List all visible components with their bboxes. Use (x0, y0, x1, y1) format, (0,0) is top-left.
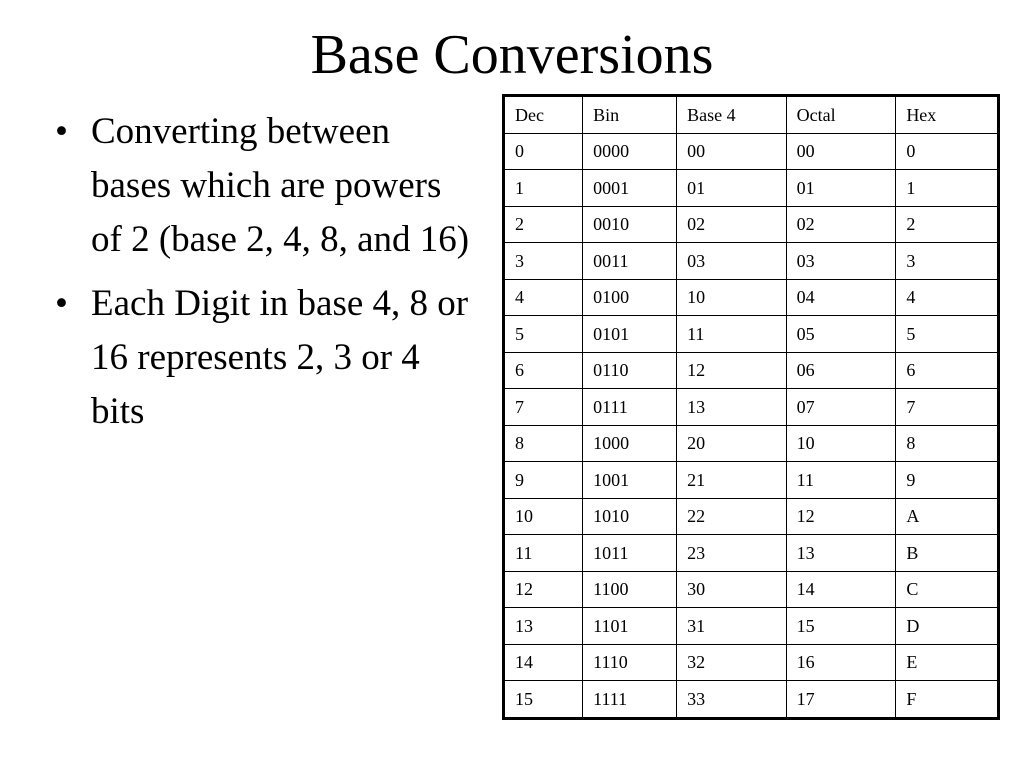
cell-base4: 23 (677, 535, 787, 572)
cell-bin: 1001 (583, 462, 677, 499)
cell-hex: A (896, 498, 999, 535)
cell-bin: 0100 (583, 279, 677, 316)
cell-octal: 01 (786, 170, 896, 207)
cell-hex: 3 (896, 243, 999, 280)
table-row (504, 498, 999, 535)
cell-hex: B (896, 535, 999, 572)
bullet-text: Converting between bases which are powers of 2 (base 2, 4, 8, and 16) (91, 111, 470, 260)
table-row (504, 425, 999, 462)
cell-bin: 1101 (583, 608, 677, 645)
cell-hex: D (896, 608, 999, 645)
bullet-text: Each Digit in base 4, 8 or 16 represents 2, 3 or 4 bits (91, 283, 469, 432)
header-hex: Hex (896, 96, 999, 134)
cell-hex: 7 (896, 389, 999, 426)
cell-hex: 8 (896, 425, 999, 462)
cell-octal: 15 (786, 608, 896, 645)
table-row (504, 170, 999, 207)
header-octal: Octal (786, 96, 896, 134)
cell-base4: 01 (677, 170, 787, 207)
cell-dec: 14 (504, 644, 583, 681)
table-row (504, 279, 999, 316)
cell-base4: 32 (677, 644, 787, 681)
cell-base4: 33 (677, 681, 787, 719)
cell-octal: 16 (786, 644, 896, 681)
cell-bin: 0110 (583, 352, 677, 389)
cell-base4: 02 (677, 206, 787, 243)
bullet-item (55, 105, 475, 267)
cell-base4: 13 (677, 389, 787, 426)
table-row (504, 316, 999, 353)
cell-hex: 6 (896, 352, 999, 389)
cell-hex: 0 (896, 133, 999, 170)
cell-octal: 02 (786, 206, 896, 243)
cell-base4: 11 (677, 316, 787, 353)
table-row (504, 644, 999, 681)
cell-dec: 10 (504, 498, 583, 535)
cell-hex: 5 (896, 316, 999, 353)
cell-octal: 03 (786, 243, 896, 280)
cell-bin: 1000 (583, 425, 677, 462)
cell-dec: 2 (504, 206, 583, 243)
cell-bin: 0011 (583, 243, 677, 280)
cell-octal: 12 (786, 498, 896, 535)
slide-title: Base Conversions (310, 24, 714, 86)
cell-bin: 1110 (583, 644, 677, 681)
cell-dec: 4 (504, 279, 583, 316)
cell-base4: 31 (677, 608, 787, 645)
cell-base4: 22 (677, 498, 787, 535)
table-row (504, 352, 999, 389)
cell-bin: 0000 (583, 133, 677, 170)
cell-octal: 13 (786, 535, 896, 572)
bullet-marker: • (55, 111, 68, 152)
table-row (504, 389, 999, 426)
cell-bin: 1010 (583, 498, 677, 535)
cell-octal: 14 (786, 571, 896, 608)
cell-octal: 07 (786, 389, 896, 426)
table-row (504, 206, 999, 243)
bullet-item (55, 277, 475, 439)
cell-dec: 15 (504, 681, 583, 719)
cell-base4: 03 (677, 243, 787, 280)
cell-bin: 0001 (583, 170, 677, 207)
cell-octal: 17 (786, 681, 896, 719)
table-row (504, 462, 999, 499)
cell-dec: 3 (504, 243, 583, 280)
table-header-row (504, 96, 999, 134)
header-bin: Bin (583, 96, 677, 134)
bullet-list (55, 105, 475, 449)
cell-hex: 9 (896, 462, 999, 499)
cell-hex: 4 (896, 279, 999, 316)
cell-bin: 0010 (583, 206, 677, 243)
cell-hex: C (896, 571, 999, 608)
cell-dec: 12 (504, 571, 583, 608)
cell-octal: 00 (786, 133, 896, 170)
table-row (504, 681, 999, 719)
cell-bin: 1111 (583, 681, 677, 719)
cell-octal: 06 (786, 352, 896, 389)
cell-base4: 21 (677, 462, 787, 499)
cell-hex: F (896, 681, 999, 719)
cell-base4: 12 (677, 352, 787, 389)
cell-dec: 11 (504, 535, 583, 572)
table-row (504, 133, 999, 170)
cell-dec: 8 (504, 425, 583, 462)
cell-base4: 00 (677, 133, 787, 170)
table-body (504, 133, 999, 718)
cell-base4: 10 (677, 279, 787, 316)
cell-octal: 11 (786, 462, 896, 499)
cell-dec: 13 (504, 608, 583, 645)
cell-dec: 7 (504, 389, 583, 426)
table-row (504, 608, 999, 645)
cell-dec: 1 (504, 170, 583, 207)
table-row (504, 535, 999, 572)
cell-base4: 20 (677, 425, 787, 462)
cell-hex: 2 (896, 206, 999, 243)
bullet-marker: • (55, 283, 68, 324)
cell-octal: 10 (786, 425, 896, 462)
cell-bin: 1100 (583, 571, 677, 608)
cell-dec: 9 (504, 462, 583, 499)
cell-hex: E (896, 644, 999, 681)
cell-bin: 0111 (583, 389, 677, 426)
cell-dec: 5 (504, 316, 583, 353)
cell-octal: 04 (786, 279, 896, 316)
cell-bin: 0101 (583, 316, 677, 353)
cell-hex: 1 (896, 170, 999, 207)
header-dec: Dec (504, 96, 583, 134)
cell-dec: 6 (504, 352, 583, 389)
cell-bin: 1011 (583, 535, 677, 572)
conversion-table (502, 94, 1000, 720)
header-base4: Base 4 (677, 96, 787, 134)
cell-base4: 30 (677, 571, 787, 608)
cell-dec: 0 (504, 133, 583, 170)
table-row (504, 243, 999, 280)
table-row (504, 571, 999, 608)
cell-octal: 05 (786, 316, 896, 353)
